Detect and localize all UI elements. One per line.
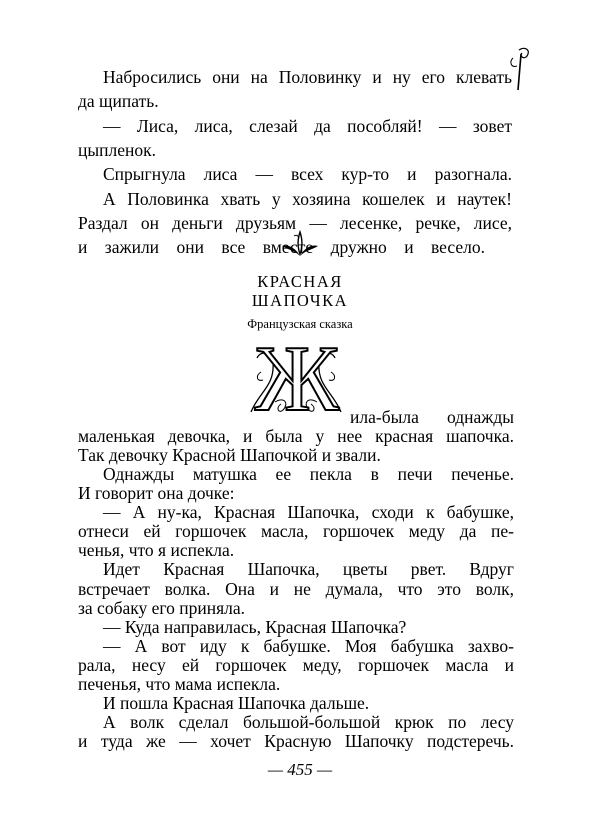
text-line: Раздал он деньги друзьям — лесенке, речке, лисе, — [78, 213, 512, 233]
text-line: ила-была однажды — [350, 407, 514, 427]
text-line: А Половинка хвать у хозяина кошелек и наутек! — [103, 189, 512, 209]
drop-cap-letter: Ж — [254, 327, 340, 431]
tale-title-line-1: КРАСНАЯ — [257, 272, 343, 291]
text-line: И пошла Красная Шапочка дальше. — [103, 692, 370, 713]
text-line: ченья, что я испекла. — [78, 540, 235, 561]
text-line: Идет Красная Шапочка, цветы рвет. Вдруг — [103, 559, 514, 580]
text-line: — Куда направилась, Красная Шапочка? — [103, 616, 407, 637]
text-line: Набросились они на Половинку и ну его клевать — [103, 67, 512, 87]
text-line: встречает волка. Она и не думала, что это волк, — [78, 578, 514, 599]
text-line: А волк сделал большой-большой крюк по лесу — [103, 711, 514, 732]
text-line: рала, несу ей горшочек меду, горшочек масла и — [78, 654, 514, 675]
text-line: печенья, что мама испекла. — [78, 673, 281, 694]
text-line: И говорит она дочке: — [78, 483, 235, 504]
text-line: — А вот иду к бабушке. Моя бабушка захво- — [103, 635, 514, 656]
text-line: Так девочку Красной Шапочкой и звали. — [78, 445, 381, 466]
text-line: и туда же — хочет Красную Шапочку подстеречь. — [78, 731, 514, 751]
text-line: Спрыгнула лиса — всех кур-то и разогнала. — [103, 164, 512, 184]
text-line: и зажили они все вместе дружно и весело. — [78, 237, 485, 257]
text-line: маленькая девочка, и была у нее красная шапочка. — [78, 426, 514, 447]
tale-subtitle: Французская сказка — [247, 317, 353, 331]
text-line: да щипать. — [78, 91, 159, 111]
text-line: — Лиса, лиса, слезай да пособляй! — зовет — [103, 116, 512, 136]
section-ornament-icon — [280, 228, 320, 260]
text-line: Однажды матушка ее пекла в печи печенье. — [103, 464, 514, 485]
text-line: цыпленок. — [78, 140, 156, 160]
text-line: за собаку его приняла. — [78, 597, 246, 618]
drop-cap — [245, 327, 349, 431]
text-line: отнеси ей горшочек масла, горшочек меду да пе- — [78, 521, 514, 542]
tale-title-line-2: ШАПОЧКА — [251, 291, 349, 310]
text-line: — А ну-ка, Красная Шапочка, сходи к бабушке, — [103, 502, 514, 523]
page-number: — 455 — — [267, 760, 333, 779]
